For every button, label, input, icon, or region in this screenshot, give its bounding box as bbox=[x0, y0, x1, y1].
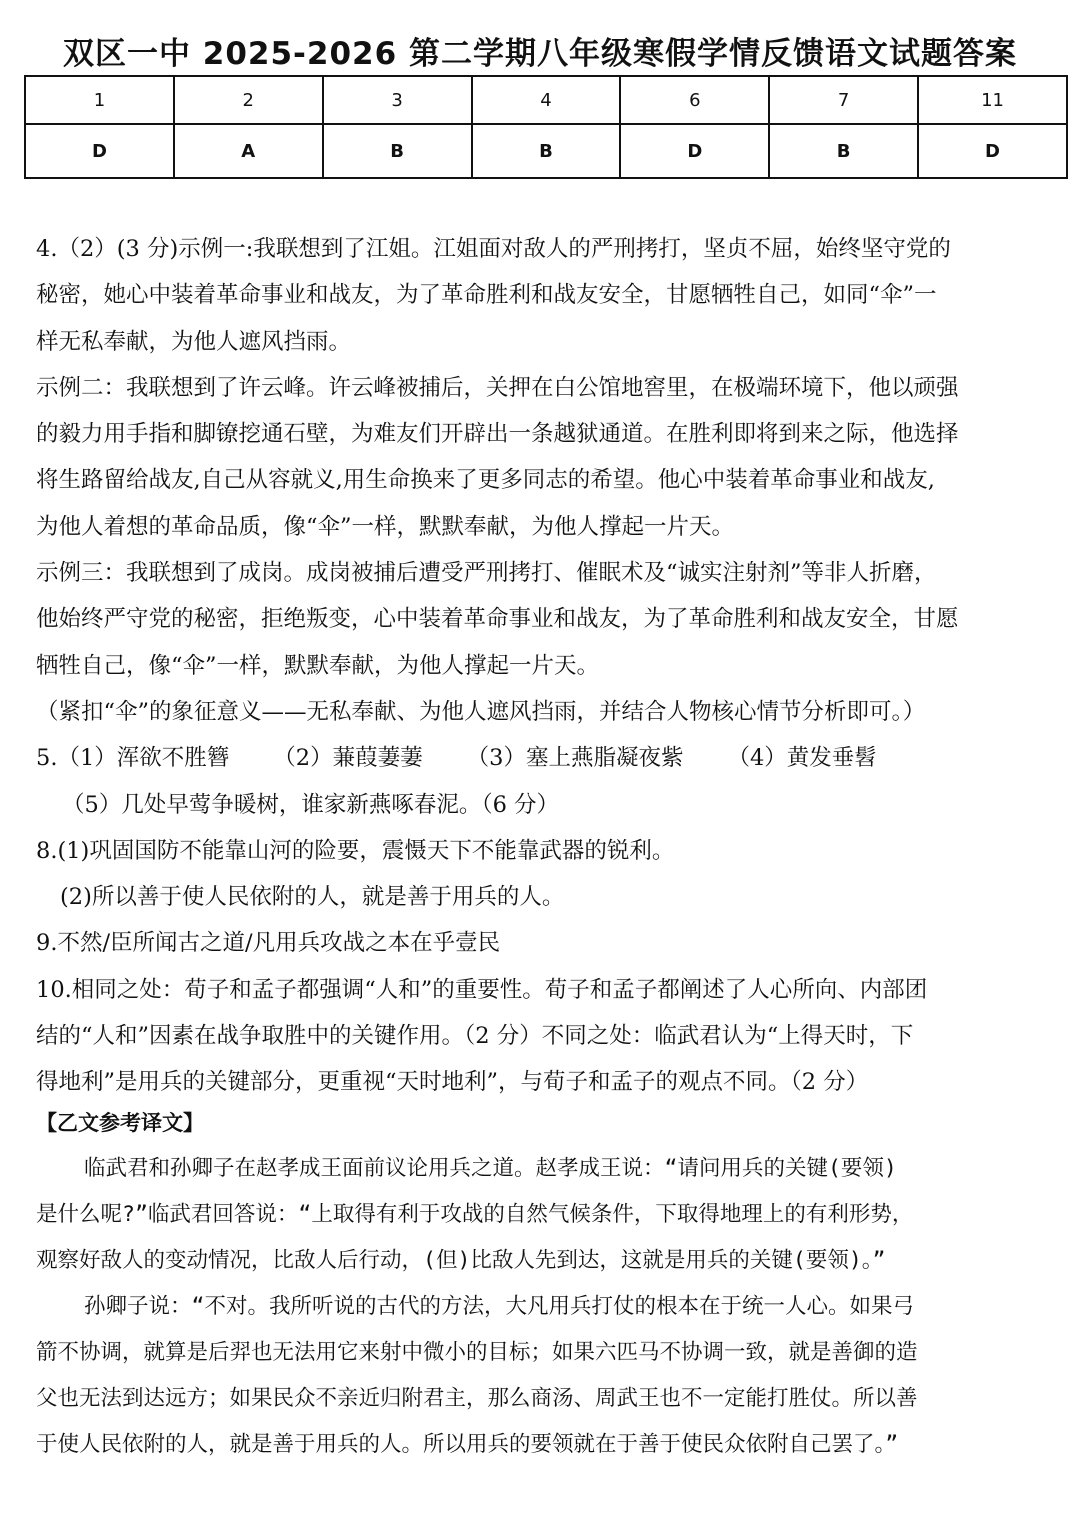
answer-cell: D bbox=[918, 124, 1067, 178]
text-line: 9.不然/臣所闻古之道/凡用兵攻战之本在乎壹民 bbox=[36, 930, 501, 957]
question-number: 1 bbox=[25, 76, 174, 124]
text-line: 为他人着想的革命品质，像“伞”一样，默默奉献，为他人撑起一片天。 bbox=[36, 513, 735, 540]
text-line: 结的“人和”因素在战争取胜中的关键作用。（2 分）不同之处：临武君认为“上得天时，下 bbox=[36, 1023, 914, 1050]
text-line: 于使人民依附的人，就是善于用兵的人。所以用兵的要领就在于善于使民众依附自己罢了。” bbox=[36, 1432, 899, 1457]
text-line: 秘密，她心中装着革命事业和战友，为了革命胜利和战友安全，甘愿牺牲自己，如同“伞”一 bbox=[36, 282, 937, 309]
text-line: 他始终严守党的秘密，拒绝叛变，心中装着革命事业和战友，为了革命胜利和战友安全，甘愿 bbox=[36, 606, 959, 633]
question-number-row bbox=[25, 76, 1067, 124]
answer-cell: B bbox=[472, 124, 621, 178]
answer-row bbox=[25, 124, 1067, 178]
answer-cell: B bbox=[769, 124, 918, 178]
text-line: (2)所以善于使人民依附的人，就是善于用兵的人。 bbox=[60, 884, 565, 911]
scoring-note: （紧扣“伞”的象征意义——无私奉献、为他人遮风挡雨，并结合人物核心情节分析即可。） bbox=[36, 698, 926, 725]
text-line: 箭不协调，就算是后羿也无法用它来射中微小的目标；如果六匹马不协调一致，就是善御的造 bbox=[36, 1340, 918, 1365]
question-number: 2 bbox=[174, 76, 323, 124]
text-line: 示例二：我联想到了许云峰。许云峰被捕后，关押在白公馆地窖里，在极端环境下，他以顽强 bbox=[36, 374, 959, 401]
text-line: 是什么呢?”临武君回答说：“上取得有利于攻战的自然气候条件，下取得地理上的有利形势， bbox=[36, 1202, 914, 1227]
answer-table bbox=[24, 75, 1068, 179]
text-line: 10.相同之处：荀子和孟子都强调“人和”的重要性。荀子和孟子都阐述了人心所向、内部团 bbox=[36, 976, 928, 1003]
text-line: 父也无法到达远方；如果民众不亲近归附君主，那么商汤、周武王也不一定能打胜仗。所以善 bbox=[36, 1386, 918, 1411]
text-line: 牺牲自己，像“伞”一样，默默奉献，为他人撑起一片天。 bbox=[36, 652, 600, 679]
answer-cell: B bbox=[323, 124, 472, 178]
text-line bbox=[36, 735, 1060, 781]
text-line: 8.(1)巩固国防不能靠山河的险要，震慑天下不能靠武器的锐利。 bbox=[36, 837, 675, 864]
translation-paragraph-1 bbox=[36, 1146, 1060, 1284]
question-9-answer bbox=[36, 920, 1060, 966]
translation-paragraph-2 bbox=[36, 1284, 1060, 1468]
text-line: （5）几处早莺争暖树，谁家新燕啄春泥。（6 分） bbox=[62, 791, 560, 818]
text-line: 4.（2）(3 分)示例一:我联想到了江姐。江姐面对敌人的严刑拷打，坚贞不屈，始终坚守党的 bbox=[36, 236, 951, 262]
answer-cell: D bbox=[620, 124, 769, 178]
text-line: 临武君和孙卿子在赵孝成王面前议论用兵之道。赵孝成王说：“请问用兵的关键(要领) bbox=[84, 1156, 897, 1181]
answer-cell: A bbox=[174, 124, 323, 178]
text-line: 样无私奉献，为他人遮风挡雨。 bbox=[36, 328, 352, 355]
text-line: 示例三：我联想到了成岗。成岗被捕后遭受严刑拷打、催眠术及“诚实注射剂”等非人折磨， bbox=[36, 560, 937, 587]
reference-translation bbox=[36, 1100, 1060, 1468]
answer-item: （2）蒹葭萋萋 bbox=[273, 745, 423, 772]
question-10-answer bbox=[36, 967, 1060, 1106]
text-line: 得地利”是用兵的关键部分，更重视“天时地利”，与荀子和孟子的观点不同。（2 分） bbox=[36, 1069, 869, 1096]
text-line: 的毅力用手指和脚镣挖通石壁，为难友们开辟出一条越狱通道。在胜利即将到来之际，他选择 bbox=[36, 421, 959, 448]
text-line: 孙卿子说：“不对。我所听说的古代的方法，大凡用兵打仗的根本在于统一人心。如果弓 bbox=[84, 1294, 914, 1319]
question-number: 4 bbox=[472, 76, 621, 124]
question-number: 3 bbox=[323, 76, 472, 124]
translation-heading: 【乙文参考译文】 bbox=[36, 1111, 204, 1135]
text-line: 将生路留给战友,自己从容就义,用生命换来了更多同志的希望。他心中装着革命事业和战友, bbox=[36, 467, 935, 494]
question-number: 7 bbox=[769, 76, 918, 124]
answer-cell: D bbox=[25, 124, 174, 178]
question-number: 11 bbox=[918, 76, 1067, 124]
page-title: 双区一中 2025-2026 第二学期八年级寒假学情反馈语文试题答案 bbox=[62, 36, 1017, 72]
question-number: 6 bbox=[620, 76, 769, 124]
answer-item: （3）塞上燕脂凝夜紫 bbox=[466, 745, 684, 772]
answer-body bbox=[36, 226, 1060, 1106]
question-4-answer bbox=[36, 226, 1060, 735]
question-8-answer bbox=[36, 828, 1060, 921]
text-line: 观察好敌人的变动情况，比敌人后行动，(但)比敌人先到达，这就是用兵的关键(要领)。” bbox=[36, 1248, 886, 1273]
question-5-answer bbox=[36, 735, 1060, 828]
answer-item: （4）黄发垂髫 bbox=[727, 745, 877, 772]
answer-item: 5.（1）浑欲不胜簪 bbox=[36, 745, 230, 772]
